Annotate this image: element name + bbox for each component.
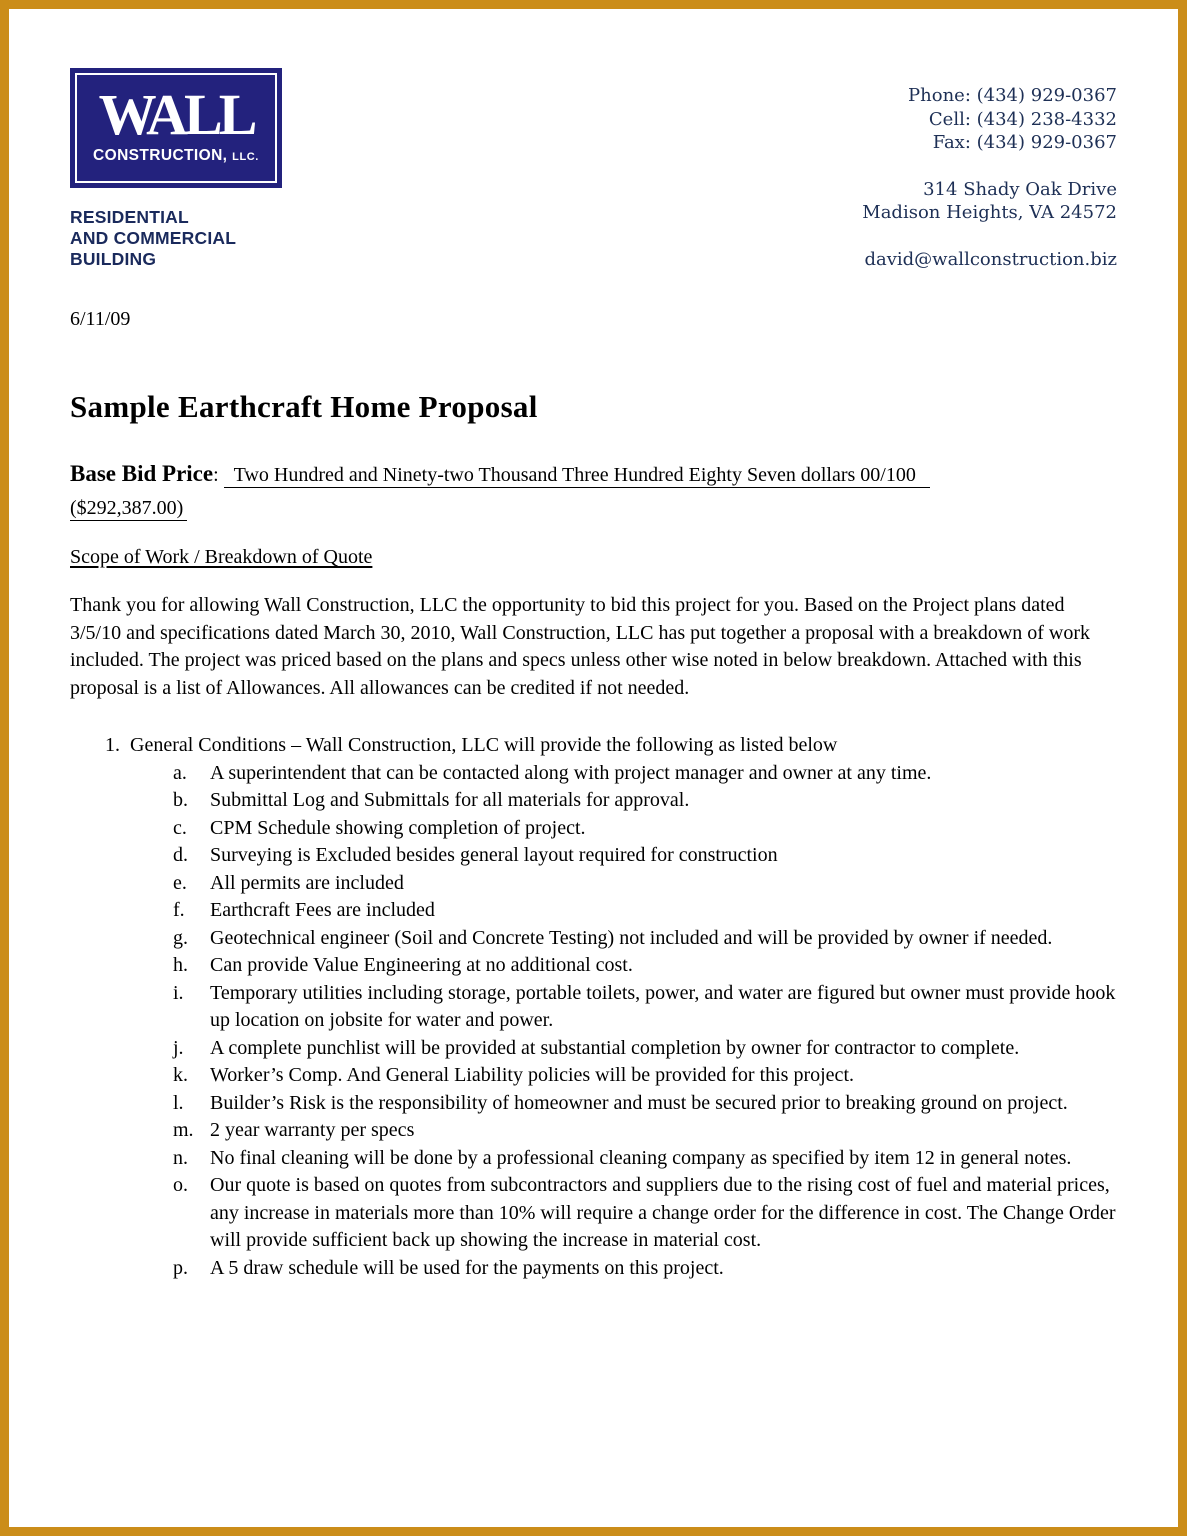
list-item-text: Submittal Log and Submittals for all materials for approval. bbox=[210, 789, 690, 811]
company-logo bbox=[70, 68, 282, 188]
document-page bbox=[9, 9, 1178, 1282]
list-item-1 bbox=[105, 732, 1117, 760]
list-item-text: No final cleaning will be done by a professional cleaning company as specified by item 12 in general notes. bbox=[210, 1146, 1072, 1169]
list-item bbox=[173, 925, 1117, 953]
letterhead bbox=[70, 68, 1117, 271]
tagline-line: RESIDENTIAL bbox=[70, 207, 189, 227]
list-item bbox=[173, 1145, 1117, 1173]
contact-fax: Fax: (434) 929-0367 bbox=[932, 132, 1117, 153]
contact-block bbox=[862, 84, 1117, 271]
list-item-text: Builder’s Risk is the responsibility of homeowner and must be secured prior to breaking ground on project. bbox=[210, 1091, 1068, 1114]
logo-company-name: WALL bbox=[98, 81, 254, 147]
list-item-marker: a. bbox=[173, 761, 187, 784]
list-item-marker: h. bbox=[173, 954, 188, 976]
list-item bbox=[173, 842, 1117, 870]
list-item-marker: d. bbox=[173, 844, 188, 866]
list-item-text: All permits are included bbox=[210, 871, 404, 894]
list-item-marker: o. bbox=[173, 1174, 188, 1196]
list-item-text: 2 year warranty per specs bbox=[210, 1119, 415, 1141]
list-item bbox=[173, 1062, 1117, 1090]
list-item bbox=[173, 1035, 1117, 1063]
list-item-text: Temporary utilities including storage, portable toilets, power, and water are figured but owner must provide hook up location on jobsite for water and power. bbox=[210, 981, 1116, 1031]
list-item-marker: j. bbox=[173, 1036, 184, 1059]
list-item-text: A superintendent that can be contacted along with project manager and owner at any time. bbox=[210, 761, 932, 784]
list-item bbox=[173, 1255, 1117, 1283]
list-item bbox=[173, 1117, 1117, 1145]
company-logo-inner-frame bbox=[75, 73, 277, 183]
list-item-marker: l. bbox=[173, 1091, 184, 1114]
contact-address-line2: Madison Heights, VA 24572 bbox=[862, 202, 1117, 223]
base-bid-value-line1: Two Hundred and Ninety-two Thousand Three Hundred Eighty Seven dollars 00/100 bbox=[224, 464, 930, 488]
list-item bbox=[173, 760, 1117, 788]
document-date: 6/11/09 bbox=[70, 308, 131, 330]
tagline-line: BUILDING bbox=[70, 249, 157, 269]
list-item-marker: e. bbox=[173, 871, 187, 894]
logo-subtitle bbox=[93, 147, 259, 165]
list-item-text: A 5 draw schedule will be used for the payments on this project. bbox=[210, 1256, 724, 1279]
section-heading: Scope of Work / Breakdown of Quote bbox=[70, 546, 373, 568]
list-item-marker: b. bbox=[173, 789, 188, 811]
list-item bbox=[173, 815, 1117, 843]
contact-email: david@wallconstruction.biz bbox=[864, 248, 1117, 270]
list-item-marker: m. bbox=[173, 1119, 194, 1141]
spacer bbox=[862, 225, 1117, 248]
list-item-text: Surveying is Excluded besides general layout required for construction bbox=[210, 844, 778, 866]
list-item-marker: i. bbox=[173, 981, 184, 1004]
list-item bbox=[173, 952, 1117, 980]
list-item-marker: c. bbox=[173, 816, 187, 839]
list-item-text: Geotechnical engineer (Soil and Concrete Testing) not included and will be provided by owner if needed. bbox=[210, 926, 1053, 949]
list-item bbox=[173, 897, 1117, 925]
contact-cell: Cell: (434) 238-4332 bbox=[928, 108, 1117, 130]
intro-paragraph: Thank you for allowing Wall Construction, LLC the opportunity to bid this project for you. Based on the Project plans dated 3/5/10 and specifications dated March 30, 2010, Wall Construction, LLC has put together a proposal with a breakdown of work included. The project was priced based on the plans and specs unless other wise noted in below breakdown. Attached with this proposal is a list of Allowances. All allowances can be credited if not needed. bbox=[70, 594, 1091, 699]
base-bid-colon: : bbox=[213, 464, 219, 486]
list-item-marker: g. bbox=[173, 926, 188, 949]
list-item-text: A complete punchlist will be provided at substantial completion by owner for contractor to complete. bbox=[210, 1036, 1020, 1059]
base-bid-label: Base Bid Price bbox=[70, 461, 214, 486]
list-item-text: Can provide Value Engineering at no additional cost. bbox=[210, 954, 633, 976]
list-item-marker: n. bbox=[173, 1146, 188, 1169]
list-item-heading: General Conditions – Wall Construction, LLC will provide the following as listed below bbox=[130, 734, 838, 756]
list-item-text: Our quote is based on quotes from subcontractors and suppliers due to the rising cost of fuel and material prices, any increase in materials more than 10% will require a change order for the difference in cost. The Change Order will provide sufficient back up showing the increase in material cost. bbox=[210, 1174, 1116, 1251]
company-tagline bbox=[70, 207, 282, 270]
list-item bbox=[173, 1172, 1117, 1255]
document-title: Sample Earthcraft Home Proposal bbox=[70, 389, 538, 424]
list-item-marker: f. bbox=[173, 899, 185, 921]
list-item-marker: k. bbox=[173, 1064, 188, 1086]
contact-address-line1: 314 Shady Oak Drive bbox=[923, 178, 1117, 200]
base-bid-price-line bbox=[70, 457, 1117, 525]
tagline-line: AND COMMERCIAL bbox=[70, 228, 237, 248]
list-item-number: 1. bbox=[105, 734, 120, 756]
list-item bbox=[173, 870, 1117, 898]
list-item bbox=[173, 1090, 1117, 1118]
logo-subtitle-construction: CONSTRUCTION, bbox=[93, 146, 228, 164]
contact-phone: Phone: (434) 929-0367 bbox=[908, 85, 1117, 106]
list-item-text: CPM Schedule showing completion of project. bbox=[210, 816, 586, 839]
list-item-marker: p. bbox=[173, 1256, 188, 1279]
scope-list bbox=[70, 732, 1117, 1282]
spacer bbox=[862, 155, 1117, 178]
list-item-text: Worker’s Comp. And General Liability policies will be provided for this project. bbox=[210, 1064, 854, 1086]
list-item-text: Earthcraft Fees are included bbox=[210, 899, 435, 921]
base-bid-value-line2: ($292,387.00) bbox=[70, 497, 187, 521]
list-item bbox=[173, 980, 1117, 1035]
list-item bbox=[173, 787, 1117, 815]
logo-subtitle-llc: LLC. bbox=[232, 150, 259, 163]
brand-block bbox=[70, 68, 282, 270]
